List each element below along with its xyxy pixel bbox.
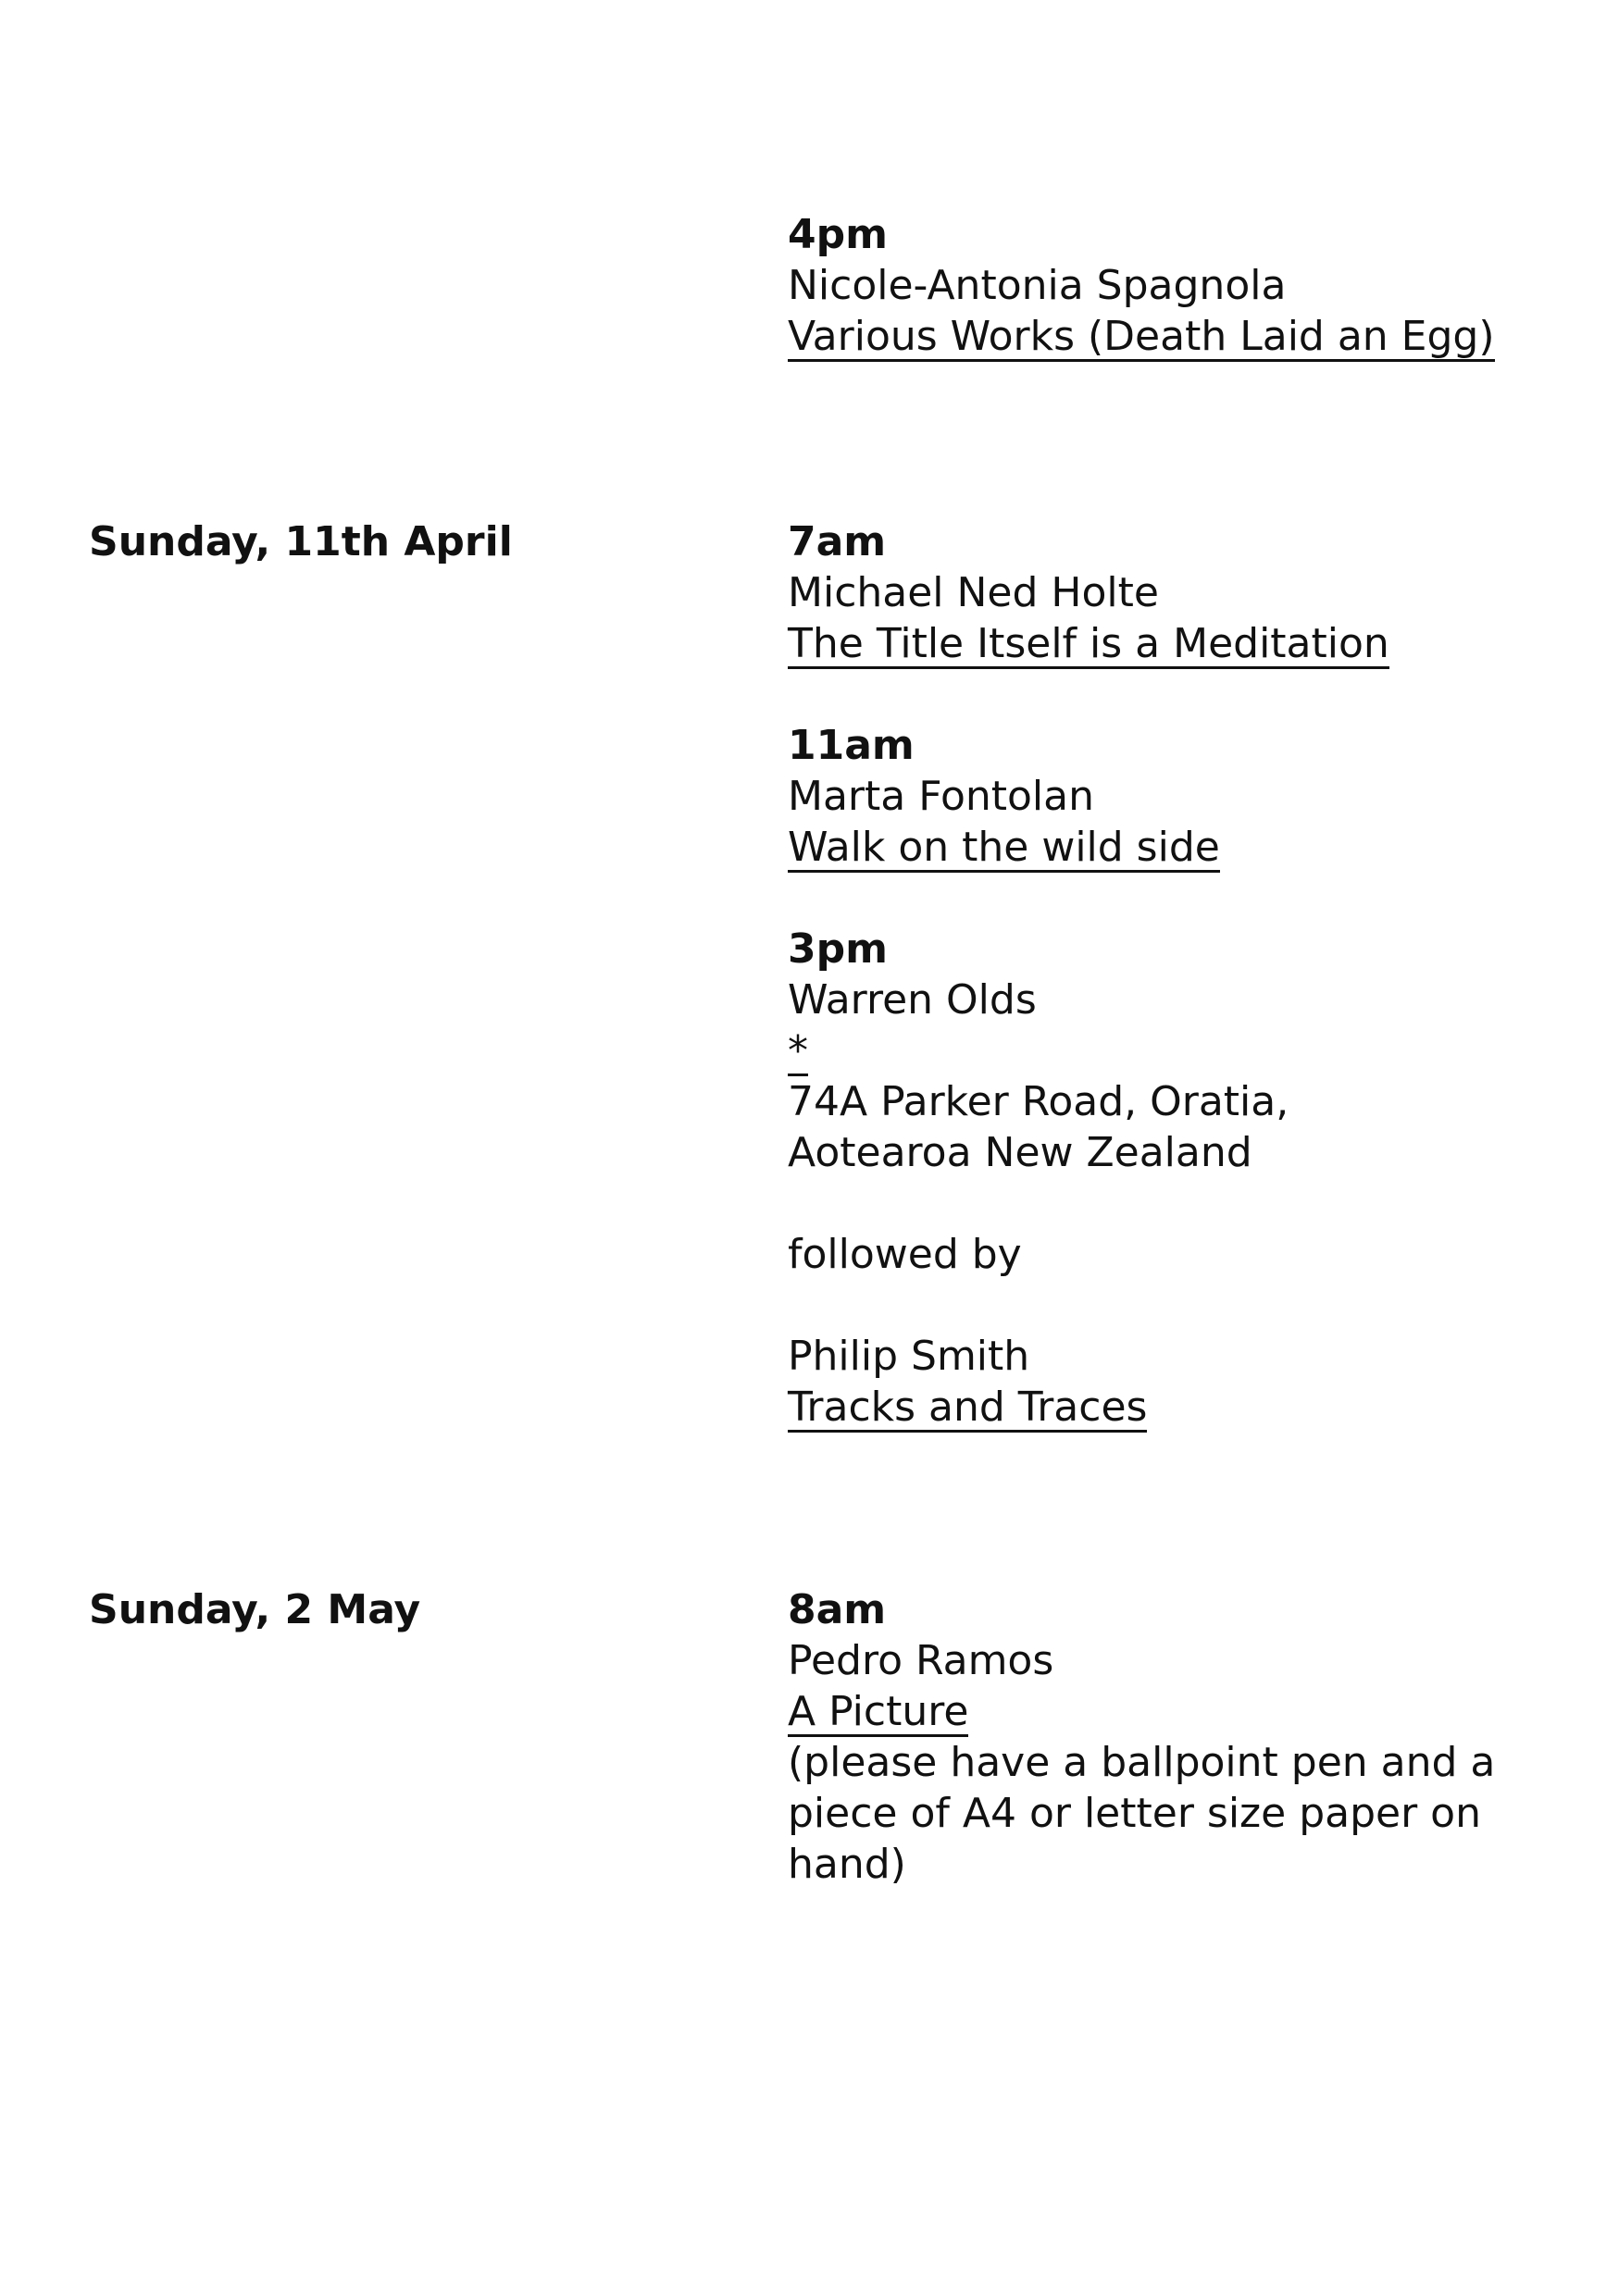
day-11-april-schedule [788,516,1389,1433]
asterisk-marker-link[interactable]: * [788,1027,808,1074]
address-line: 74A Parker Road, Oratia, [788,1078,1289,1125]
entry-time: 11am [788,722,915,769]
day-2-may-schedule [788,1584,1495,1890]
entry-note: piece of A4 or letter size paper on [788,1790,1481,1837]
entry-artist: Michael Ned Holte [788,569,1159,616]
day-label-11-april: Sunday, 11th April [89,518,513,565]
followed-by-text: followed by [788,1231,1022,1278]
entry-artist: Pedro Ramos [788,1637,1054,1684]
entry-artist: Nicole-Antonia Spagnola [788,262,1287,309]
entry-time: 8am [788,1586,887,1633]
address-line: Aotearoa New Zealand [788,1129,1252,1176]
entry-note: hand) [788,1841,906,1888]
entry-title-link[interactable]: A Picture [788,1688,969,1735]
entry-title-link[interactable]: Walk on the wild side [788,824,1220,871]
entry-4pm [788,209,1495,362]
entry-time: 3pm [788,925,888,973]
entry-artist: Marta Fontolan [788,773,1095,820]
entry-artist: Philip Smith [788,1333,1030,1380]
entry-time: 4pm [788,211,888,258]
entry-title-link[interactable]: Tracks and Traces [788,1384,1148,1431]
entry-title-link[interactable]: The Title Itself is a Meditation [788,620,1389,667]
entry-title-link[interactable]: Various Works (Death Laid an Egg) [788,313,1495,360]
entry-artist: Warren Olds [788,976,1037,1024]
entry-time: 7am [788,518,887,565]
entry-note: (please have a ballpoint pen and a [788,1739,1496,1786]
day-label-2-may: Sunday, 2 May [89,1586,421,1633]
